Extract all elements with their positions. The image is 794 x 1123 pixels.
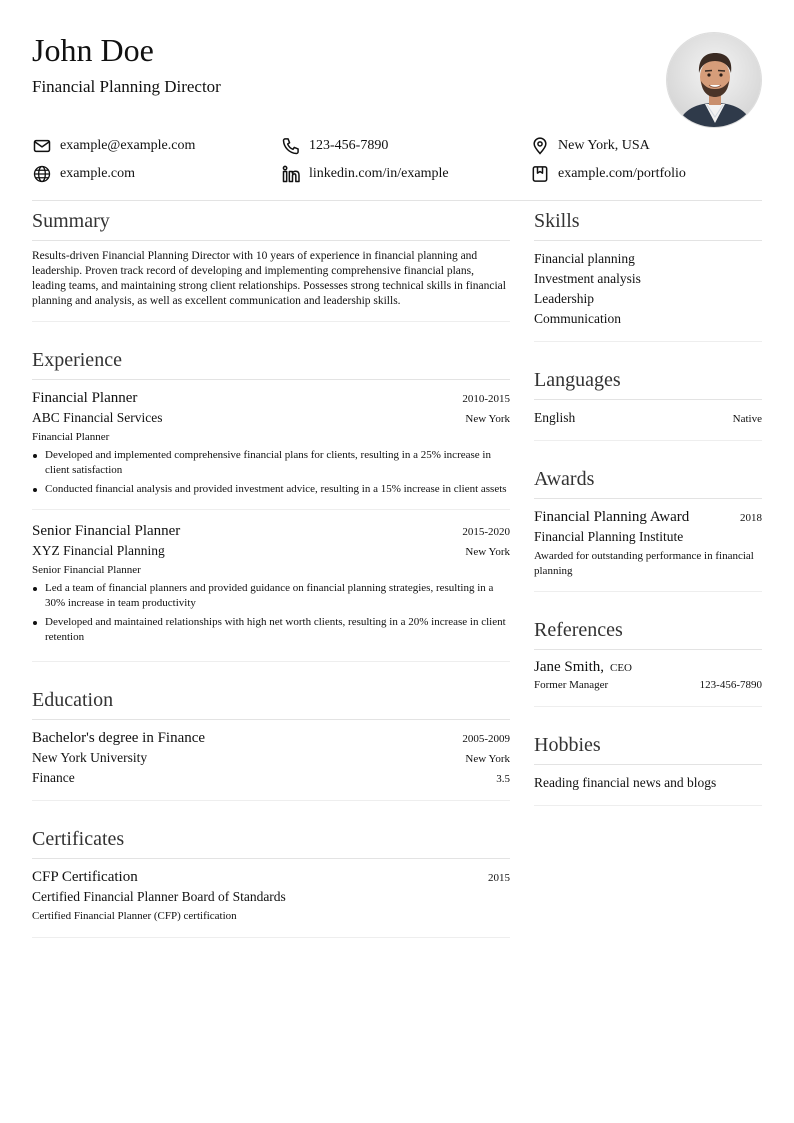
skill-item: Communication [534, 311, 621, 326]
award-year: 2018 [740, 512, 762, 524]
certificate-name: CFP Certification [32, 869, 138, 885]
education-school: New York University [32, 750, 148, 765]
avatar-portrait-icon [667, 33, 762, 128]
certificate-year: 2015 [488, 872, 510, 884]
phone-icon [281, 136, 301, 156]
mail-icon [32, 136, 52, 156]
job-bullets [32, 581, 510, 645]
job-location: New York [465, 413, 510, 425]
languages-heading: Languages [534, 360, 762, 400]
skill-item: Investment analysis [534, 271, 641, 286]
contact-location-text: New York, USA [558, 138, 650, 153]
certificates-heading: Certificates [32, 819, 510, 859]
job-title: Senior Financial Planner [32, 523, 181, 539]
experience-section [32, 340, 510, 662]
location-icon [530, 136, 550, 156]
job-location: New York [465, 546, 510, 558]
contact-phone[interactable] [281, 134, 388, 158]
award-description: Awarded for outstanding performance in financial planning [534, 550, 754, 577]
skill-item: Financial planning [534, 251, 635, 266]
main-column [32, 201, 510, 938]
languages-section [534, 360, 762, 441]
job-bullet: Developed and maintained relationships with high net worth clients, resulting in a 20% increase in client retention [32, 615, 510, 645]
portfolio-icon [530, 164, 550, 184]
skills-section [534, 201, 762, 342]
contact-linkedin[interactable] [281, 162, 449, 186]
experience-heading: Experience [32, 340, 510, 380]
certificate-description: Certified Financial Planner (CFP) certification [32, 910, 237, 922]
contact-location [530, 134, 650, 158]
education-heading: Education [32, 680, 510, 720]
job-bullet: Developed and implemented comprehensive financial plans for clients, resulting in a 25% increase in client satisfaction [32, 448, 510, 478]
awards-section [534, 459, 762, 592]
entry-divider [32, 509, 510, 510]
summary-section [32, 201, 510, 322]
contact-portfolio[interactable] [530, 162, 686, 186]
job-bullet: Conducted financial analysis and provided investment advice, resulting in a 15% increase in client assets [32, 482, 510, 497]
reference-name: Jane Smith, [534, 659, 604, 675]
awards-heading: Awards [534, 459, 762, 499]
hobby-item: Reading financial news and blogs [534, 775, 717, 790]
contact-email-text: example@example.com [60, 138, 196, 153]
contact-website[interactable] [32, 162, 135, 186]
references-section [534, 610, 762, 707]
language-level: Native [732, 413, 762, 425]
language-name: English [534, 410, 576, 425]
contact-phone-text: 123-456-7890 [309, 138, 389, 153]
job-company: XYZ Financial Planning [32, 543, 165, 558]
certificate-issuer: Certified Financial Planner Board of Standards [32, 889, 286, 904]
contact-email[interactable] [32, 134, 195, 158]
reference-phone: 123-456-7890 [699, 679, 762, 691]
reference-company: CEO [610, 662, 632, 674]
certificates-section [32, 819, 510, 938]
skills-heading: Skills [534, 201, 762, 241]
education-degree: Bachelor's degree in Finance [32, 730, 206, 746]
references-heading: References [534, 610, 762, 650]
award-name: Financial Planning Award [534, 509, 690, 525]
award-issuer: Financial Planning Institute [534, 529, 684, 544]
job-position: Senior Financial Planner [32, 564, 141, 576]
candidate-name: John Doe [32, 32, 154, 68]
education-gpa: 3.5 [496, 773, 510, 785]
hobbies-section [534, 725, 762, 806]
summary-text: Results-driven Financial Planning Director with 10 years of experience in financial planning and leadership. Proven track record of developing and implementing comprehensive financial plans, leading teams, and maintaining strong client relationships. Possesses strong technical skills in financial planning and analysis, as well as excellent communication and leadership skills. [32, 250, 506, 307]
job-dates: 2015-2020 [462, 526, 510, 538]
education-section [32, 680, 510, 801]
experience-entry [32, 388, 510, 497]
education-location: New York [465, 753, 510, 765]
education-field: Finance [32, 770, 75, 785]
contact-website-text: example.com [60, 166, 136, 181]
job-dates: 2010-2015 [462, 393, 510, 405]
hobbies-heading: Hobbies [534, 725, 762, 765]
job-position: Financial Planner [32, 431, 110, 443]
globe-icon [32, 164, 52, 184]
reference-role: Former Manager [534, 679, 609, 691]
job-title: Financial Planner [32, 390, 138, 406]
job-bullet: Led a team of financial planners and provided guidance on financial planning strategies, resulting in a 30% increase in team productivity [32, 581, 510, 611]
contact-linkedin-text: linkedin.com/in/example [309, 166, 449, 181]
experience-entry [32, 521, 510, 645]
linkedin-icon [281, 164, 301, 184]
contact-portfolio-text: example.com/portfolio [558, 166, 686, 181]
candidate-title: Financial Planning Director [32, 77, 221, 96]
summary-heading: Summary [32, 201, 510, 241]
profile-photo [666, 32, 762, 128]
job-bullets [32, 448, 510, 497]
job-company: ABC Financial Services [32, 410, 163, 425]
skill-item: Leadership [534, 291, 594, 306]
education-dates: 2005-2009 [462, 733, 510, 745]
side-column [534, 201, 762, 806]
